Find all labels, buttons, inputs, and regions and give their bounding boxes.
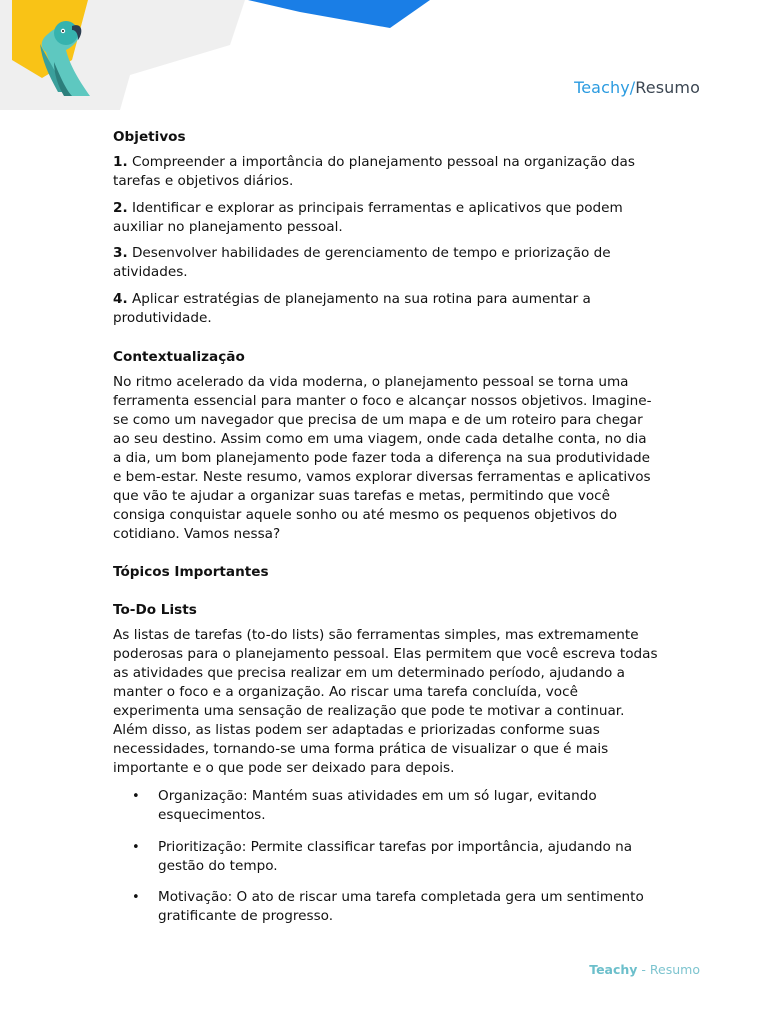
list-item [113,787,658,825]
objectives-heading: Objetivos [113,129,186,145]
spacer [113,544,658,563]
objective-number: 3. [113,245,128,261]
footer-brand [589,962,700,977]
todo-bullet-list [113,787,658,926]
objective-item [113,244,658,282]
todo-heading: To-Do Lists [113,602,197,618]
doc-type-label: Resumo [635,78,700,97]
objective-number: 4. [113,290,128,307]
objective-item [113,290,658,328]
brand-name: Teachy [574,78,630,97]
spacer [113,588,658,601]
objective-text: Compreender a importância do planejamento pessoal na organização das tarefas e objetivos diários. [113,154,635,189]
list-item [113,888,658,926]
footer-doc-type: Resumo [649,962,700,977]
header-brand [574,78,700,97]
list-item [113,838,658,876]
bullet-icon: • [132,839,140,855]
objective-number: 2. [113,199,128,216]
document-body [113,128,658,939]
footer-separator: - [637,962,650,977]
footer-brand-name: Teachy [589,962,638,977]
context-heading: Contextualização [113,349,245,365]
bullet-text: Organização: Mantém suas atividades em um só lugar, evitando esquecimentos. [158,788,597,823]
objective-item [113,153,658,191]
topics-heading: Tópicos Importantes [113,564,269,580]
objective-text: Desenvolver habilidades de gerenciamento de tempo e priorização de atividades. [113,245,611,280]
objective-item [113,199,658,237]
context-paragraph: No ritmo acelerado da vida moderna, o planejamento pessoal se torna uma ferramenta essencial para manter o foco e alcançar nossos objetivos. Imagine-se como um navegador que precisa de um mapa e de um roteiro para chegar ao seu destino. Assim como em uma viagem, onde cada detalhe conta, no dia a dia, um bom planejamento pode fazer toda a diferença na sua produtividade e bem-estar. Neste resumo, vamos explorar diversas ferramentas e aplicativos que vão te ajudar a organizar suas tarefas e metas, permitindo que você consiga conquistar aquele sonho ou até mesmo os pequenos objetivos do cotidiano. Vamos nessa? [113,374,652,542]
brand-separator: / [629,78,636,97]
bullet-text: Prioritização: Permite classificar tarefas por importância, ajudando na gestão do tempo. [158,838,633,874]
bullet-icon: • [132,890,140,905]
objective-text: Aplicar estratégias de planejamento na sua rotina para aumentar a produtividade. [113,290,591,326]
spacer [113,335,658,348]
objective-number: 1. [113,154,128,170]
objective-text: Identificar e explorar as principais ferramentas e aplicativos que podem auxiliar no planejamento pessoal. [113,199,623,235]
bullet-text: Motivação: O ato de riscar uma tarefa completada gera um sentimento gratificante de progresso. [158,889,644,924]
todo-paragraph: As listas de tarefas (to-do lists) são ferramentas simples, mas extremamente poderosas para o planejamento pessoal. Elas permitem que você escreva todas as atividades que precisa realizar em um determinado período, ajudando a manter o foco e a organização. Ao riscar uma tarefa concluída, você experimenta uma sensação de realização que pode te motivar a continuar. Além disso, as listas podem ser adaptadas e priorizadas conforme suas necessidades, tornando-se uma forma prática de visualizar o que é mais importante e o que pode ser deixado para depois. [113,627,658,776]
header-blue-shape [248,0,430,28]
bullet-icon: • [132,789,140,804]
